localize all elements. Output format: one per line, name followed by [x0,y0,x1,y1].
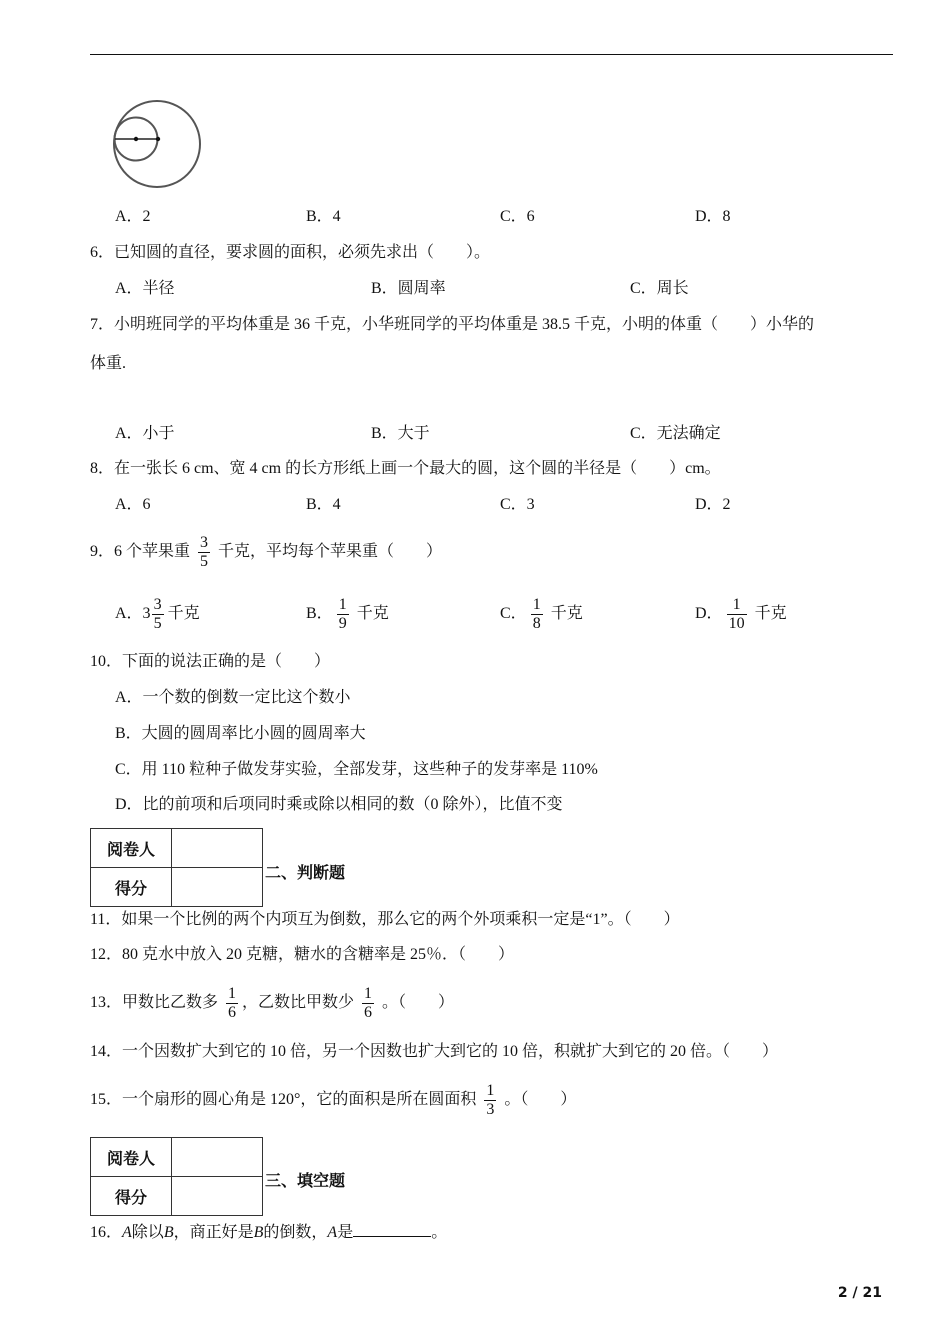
score-cell[interactable] [172,868,263,907]
score-label: 得分 [91,1177,172,1216]
q9-option-a-prefix: A．3 [115,605,151,622]
q9-option-a-fraction [152,596,164,633]
q7-option-c: C．无法确定 [630,425,721,442]
q16-answer-blank[interactable] [353,1220,431,1237]
q9-stem [90,532,442,572]
q9-option-d-unit: 千克 [754,605,787,622]
q9-stem-post: 千克，平均每个苹果重（ ） [218,543,443,560]
q5-option-b: B．4 [306,208,341,225]
q16-stem [90,1220,447,1243]
q9-option-c-fraction [531,596,543,633]
q16-var-b2: B [253,1224,264,1241]
q16-text-1: 除以 [131,1224,164,1241]
q10-option-b: B．大圆的圆周率比小圆的圆周率大 [115,725,366,742]
fraction-denominator: 9 [338,614,347,632]
q13-fraction-1 [226,985,238,1022]
fraction-numerator: 3 [153,595,162,613]
q9-option-b [306,594,389,634]
q9-option-a [115,594,200,634]
q16-text-2: ，商正好是 [173,1224,254,1241]
fraction-denominator: 6 [228,1003,237,1021]
q13-pre: 13．甲数比乙数多 [90,994,219,1011]
q6-stem: 6．已知圆的直径，要求圆的面积，必须先求出（ ）。 [90,244,491,261]
q16-var-b: B [163,1224,174,1241]
q9-option-c-unit: 千克 [550,605,583,622]
q8-option-c: C．3 [500,496,535,513]
q10-option-d: D．比的前项和后项同时乘或除以相同的数（0 除外），比值不变 [115,796,563,813]
fraction-denominator: 10 [728,614,745,632]
reviewer-cell[interactable] [172,1138,263,1177]
page-number: 2 / 21 [837,1285,882,1301]
q15-pre: 15．一个扇形的圆心角是 120°，它的面积是所在圆面积 [90,1091,477,1108]
fraction-numerator: 1 [486,1081,495,1099]
fraction-denominator: 5 [153,614,162,632]
reviewer-label: 阅卷人 [91,1138,172,1177]
q12-stem: 12．80 克水中放入 20 克糖，糖水的含糖率是 25％．（ ） [90,946,515,963]
q5-option-d: D．8 [695,208,731,225]
q9-option-a-unit: 千克 [167,605,200,622]
q9-option-d-prefix: D． [695,605,723,622]
q6-option-a: A．半径 [115,280,175,297]
fraction-numerator: 1 [364,984,373,1002]
q9-option-b-prefix: B． [306,605,333,622]
section3-title: 三、填空题 [265,1171,346,1190]
fraction-denominator: 6 [364,1003,373,1021]
fraction-numerator: 1 [532,595,541,613]
q13-post: 。（ ） [382,994,455,1011]
score-table-section3 [90,1137,263,1216]
section2-title: 二、判断题 [265,863,346,882]
q16-text-3: 的倒数， [263,1224,328,1241]
reviewer-label: 阅卷人 [91,829,172,868]
center-dot-large [156,137,160,141]
fraction-numerator: 3 [200,533,209,551]
q16-text-4: 是 [337,1224,354,1241]
q8-option-a: A．6 [115,496,151,513]
q5-option-a: A．2 [115,208,151,225]
q9-option-d [695,594,787,634]
fraction-denominator: 3 [486,1100,495,1118]
fraction-numerator: 1 [338,595,347,613]
q9-stem-pre: 9．6 个苹果重 [90,543,191,560]
q6-option-c: C．周长 [630,280,689,297]
q10-stem: 10．下面的说法正确的是（ ） [90,653,331,670]
q15-post: 。（ ） [504,1091,577,1108]
q14-stem: 14．一个因数扩大到它的 10 倍，另一个因数也扩大到它的 10 倍，积就扩大到它的 20 倍。（ ） [90,1043,779,1060]
reviewer-cell[interactable] [172,829,263,868]
q7-option-a: A．小于 [115,425,175,442]
score-cell[interactable] [172,1177,263,1216]
q13-stem [90,983,454,1023]
header-rule [90,54,893,55]
q7-stem-line2: 体重. [90,355,127,372]
fraction-numerator: 1 [727,596,747,615]
q9-option-c-prefix: C． [500,605,527,622]
q16-end: 。 [431,1224,448,1241]
q15-stem [90,1080,576,1120]
q9-option-d-fraction [727,596,747,633]
q9-option-b-unit: 千克 [356,605,389,622]
q10-option-c: C．用 110 粒种子做发芽实验，全部发芽，这些种子的发芽率是 110% [115,761,598,778]
circles-figure [108,96,206,192]
q7-option-b: B．大于 [371,425,430,442]
q13-fraction-2 [362,985,374,1022]
q9-stem-fraction [198,534,210,571]
score-label: 得分 [91,868,172,907]
center-dot-small [134,137,138,141]
score-table-section2 [90,828,263,907]
q9-option-b-fraction [337,596,349,633]
q5-option-c: C．6 [500,208,535,225]
q7-stem-line1: 7．小明班同学的平均体重是 36 千克，小华班同学的平均体重是 38.5 千克，小明的体重（ ）小华的 [90,316,815,333]
q8-option-d: D．2 [695,496,731,513]
q8-option-b: B．4 [306,496,341,513]
q6-option-b: B．圆周率 [371,280,446,297]
q11-stem: 11．如果一个比例的两个内项互为倒数，那么它的两个外项乘积一定是“1”。（ ） [90,911,680,928]
q16-var-a2: A [327,1224,338,1241]
fraction-denominator: 8 [532,614,541,632]
q15-fraction [484,1082,496,1119]
fraction-numerator: 1 [228,984,237,1002]
q16-var-a: A [122,1224,132,1241]
q9-option-c [500,594,583,634]
fraction-denominator: 5 [200,552,209,570]
q10-option-a: A．一个数的倒数一定比这个数小 [115,689,351,706]
q16-number: 16． [90,1224,123,1241]
q13-mid: ，乙数比甲数少 [242,994,355,1011]
q8-stem: 8．在一张长 6 cm、宽 4 cm 的长方形纸上画一个最大的圆，这个圆的半径是（ ）cm。 [90,460,721,477]
